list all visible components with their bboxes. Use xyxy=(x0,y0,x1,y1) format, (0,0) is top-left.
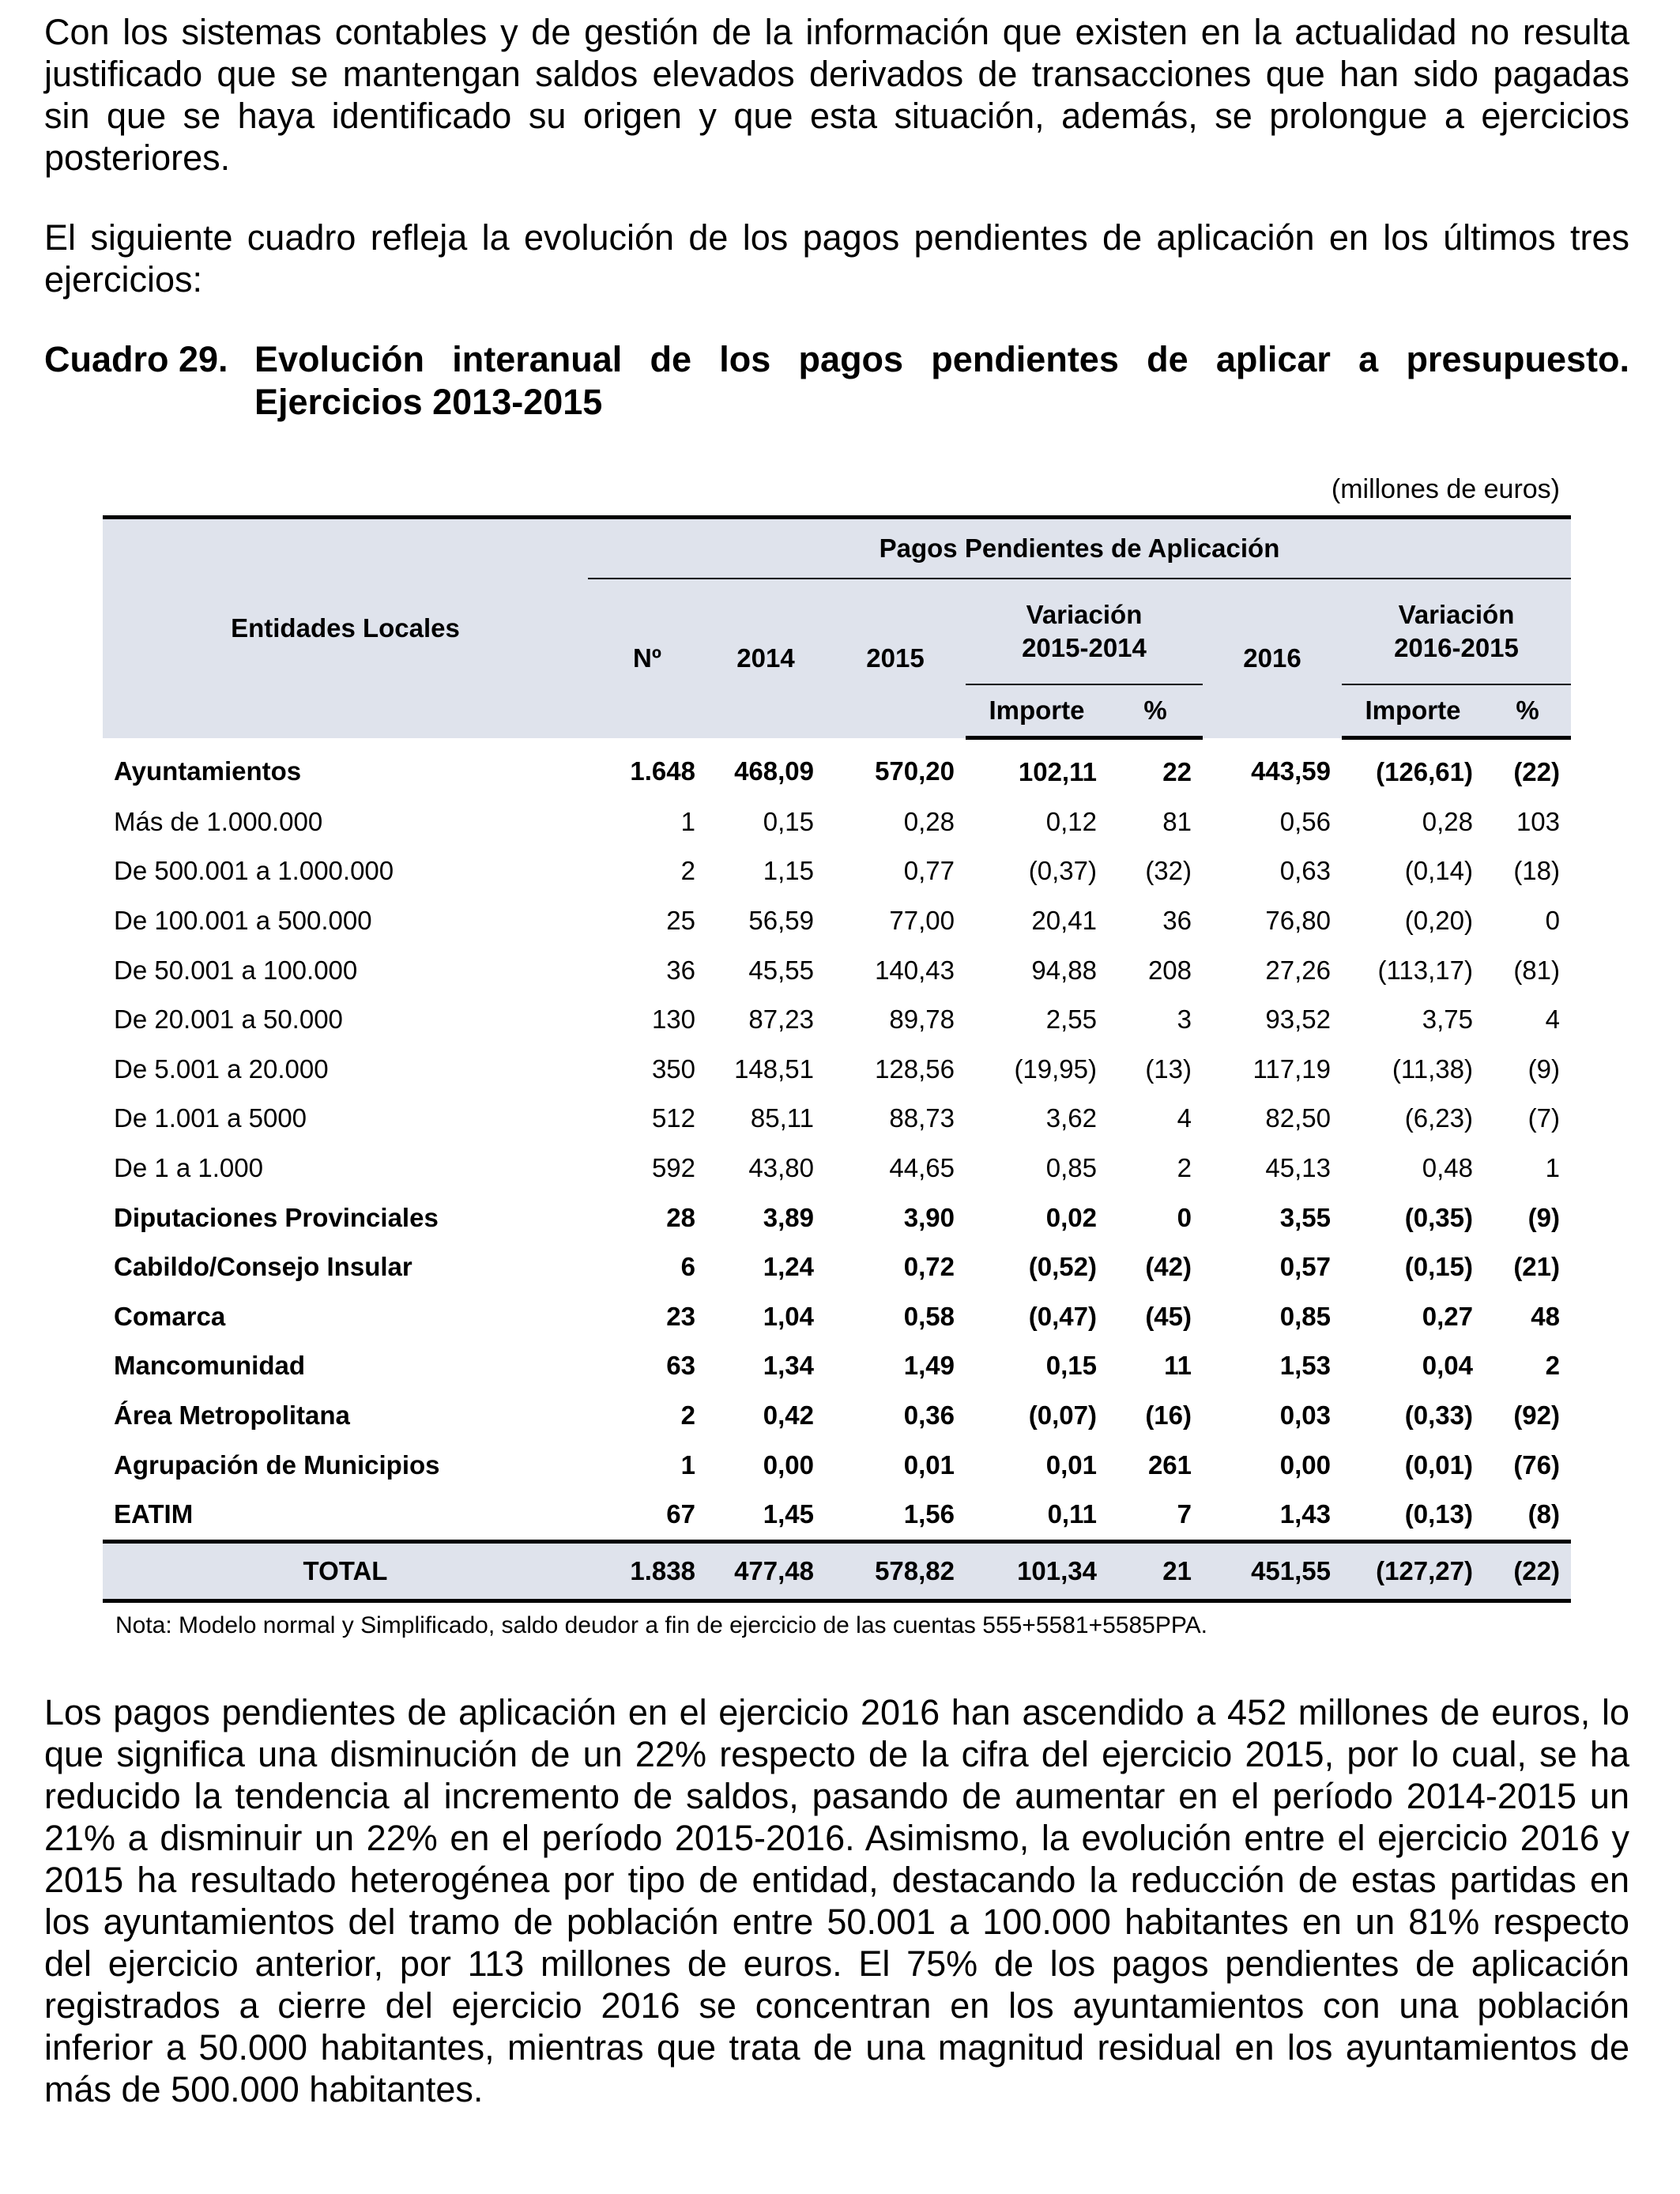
cell-var2-importe: (0,13) xyxy=(1404,1499,1473,1529)
caption-label: Cuadro 29. xyxy=(44,339,228,379)
cell-n: 130 xyxy=(651,1005,695,1035)
entity-name-cell: Comarca xyxy=(114,1301,226,1331)
cell-var2-importe: (126,61) xyxy=(1376,757,1473,787)
table-row xyxy=(103,1242,1571,1292)
entity-name-cell: Agrupación de Municipios xyxy=(114,1449,440,1480)
cell-n: 67 xyxy=(666,1499,695,1529)
cell-var1-importe: 3,62 xyxy=(1045,1103,1097,1133)
cell-2016: 45,13 xyxy=(1265,1153,1331,1183)
importe-header-1: Importe xyxy=(966,684,1108,738)
cell-2015: 0,01 xyxy=(903,1449,955,1480)
cell-2016: 93,52 xyxy=(1265,1005,1331,1035)
entity-name-cell: De 20.001 a 50.000 xyxy=(114,1005,343,1035)
cell-n: 512 xyxy=(651,1103,695,1133)
entity-header: Entidades Locales xyxy=(103,518,588,738)
cell-var2-importe: (0,33) xyxy=(1404,1400,1473,1431)
table-body xyxy=(103,738,1571,1601)
table-row xyxy=(103,1440,1571,1490)
col-n-header: Nº xyxy=(588,579,706,738)
cell-2014: 87,23 xyxy=(748,1005,814,1035)
cell-var2-pct: 103 xyxy=(1516,806,1560,836)
cell-2014: 85,11 xyxy=(750,1103,814,1133)
cell-var2-importe: (127,27) xyxy=(1342,1541,1484,1600)
table-intro-paragraph: El siguiente cuadro refleja la evolución de los pagos pendientes de aplicación en los últimos tres ejercicios: xyxy=(44,217,1629,300)
cell-var1-pct: (45) xyxy=(1145,1301,1192,1331)
cell-var1-pct: 21 xyxy=(1108,1541,1203,1600)
cell-var1-pct: 36 xyxy=(1162,906,1192,936)
cell-n: 1 xyxy=(680,1449,695,1480)
pct-header-2: % xyxy=(1484,684,1571,738)
cell-var2-pct: 4 xyxy=(1545,1005,1560,1035)
cell-2014: 3,89 xyxy=(763,1202,814,1232)
entity-name-cell: De 500.001 a 1.000.000 xyxy=(114,856,394,886)
cell-2014: 0,15 xyxy=(763,806,814,836)
cell-2015: 89,78 xyxy=(889,1005,955,1035)
cell-2015: 128,56 xyxy=(875,1054,955,1084)
cell-var2-pct: 0 xyxy=(1545,906,1560,936)
cell-var1-importe: 2,55 xyxy=(1045,1005,1097,1035)
entity-name-cell: Mancomunidad xyxy=(114,1351,306,1381)
cell-var2-importe: (11,38) xyxy=(1392,1054,1473,1084)
caption-title-line2: Ejercicios 2013-2015 xyxy=(254,382,603,422)
cell-2014: 0,00 xyxy=(763,1449,814,1480)
cell-var1-pct: 22 xyxy=(1162,757,1192,787)
group-header: Pagos Pendientes de Aplicación xyxy=(588,518,1571,579)
col-2015-header: 2015 xyxy=(825,579,966,738)
table-row xyxy=(103,896,1571,946)
table-row xyxy=(103,846,1571,896)
cell-var2-importe: 0,28 xyxy=(1422,806,1473,836)
cell-var2-pct: 2 xyxy=(1545,1351,1560,1381)
entity-name-cell: Cabildo/Consejo Insular xyxy=(114,1252,412,1282)
entity-name-cell: De 5.001 a 20.000 xyxy=(114,1054,329,1084)
cell-var2-importe: 0,04 xyxy=(1422,1351,1473,1381)
cell-var1-pct: 11 xyxy=(1164,1351,1192,1381)
cell-n: 1.648 xyxy=(630,756,695,786)
cell-2015: 570,20 xyxy=(875,756,955,786)
cell-n: 350 xyxy=(651,1054,695,1084)
cell-var1-pct: 3 xyxy=(1177,1005,1192,1035)
pct-header-1: % xyxy=(1108,684,1203,738)
cell-var1-pct: 4 xyxy=(1177,1103,1192,1133)
cell-2014: 0,42 xyxy=(763,1400,814,1431)
cell-var2-pct: 48 xyxy=(1531,1301,1560,1331)
cell-2015: 1,56 xyxy=(903,1499,955,1529)
cell-2016: 27,26 xyxy=(1265,955,1331,985)
cell-var1-importe: 102,11 xyxy=(1018,757,1097,787)
table-note: Nota: Modelo normal y Simplificado, saldo deudor a fin de ejercicio de las cuentas 555+5581+5585PPA. xyxy=(115,1612,1207,1638)
cell-var1-pct: 0 xyxy=(1177,1202,1192,1232)
cell-var1-pct: 81 xyxy=(1162,806,1192,836)
entity-name-cell: Más de 1.000.000 xyxy=(114,806,323,836)
cell-n: 36 xyxy=(666,955,695,985)
cell-var2-pct: (81) xyxy=(1513,955,1560,985)
cell-var1-importe: 20,41 xyxy=(1031,906,1097,936)
cell-2016: 0,57 xyxy=(1279,1252,1331,1282)
table-row xyxy=(103,1341,1571,1391)
cell-var2-importe: (0,01) xyxy=(1404,1449,1473,1480)
table-row xyxy=(103,995,1571,1045)
cell-2015: 0,36 xyxy=(903,1400,955,1431)
cell-var2-importe: (0,20) xyxy=(1404,906,1473,936)
cell-var2-pct: 1 xyxy=(1545,1153,1560,1183)
cell-var1-pct: (16) xyxy=(1145,1400,1192,1431)
cell-2016: 0,00 xyxy=(1279,1449,1331,1480)
cell-var2-pct: (21) xyxy=(1513,1252,1560,1282)
cell-var1-importe: 0,02 xyxy=(1045,1202,1097,1232)
table-row xyxy=(103,1391,1571,1441)
cell-var2-pct: (7) xyxy=(1527,1103,1560,1133)
cell-2016: 0,63 xyxy=(1279,856,1331,886)
cell-var1-pct: 2 xyxy=(1177,1153,1192,1183)
cell-var2-importe: (0,35) xyxy=(1404,1202,1473,1232)
cell-var2-pct: (76) xyxy=(1513,1449,1560,1480)
cell-2016: 451,55 xyxy=(1203,1541,1342,1600)
cell-n: 592 xyxy=(651,1153,695,1183)
cell-var2-importe: 0,48 xyxy=(1422,1153,1473,1183)
variation-2015-2014-header: Variación 2015-2014 xyxy=(966,579,1203,684)
cell-var1-importe: 0,12 xyxy=(1045,806,1097,836)
cell-2015: 88,73 xyxy=(889,1103,955,1133)
cell-2015: 0,72 xyxy=(903,1252,955,1282)
cell-2014: 1,24 xyxy=(763,1252,814,1282)
cell-var1-importe: 94,88 xyxy=(1031,955,1097,985)
units-label: (millones de euros) xyxy=(1331,474,1560,504)
intro-paragraph: Con los sistemas contables y de gestión de la información que existen en la actualidad no resulta justificado que se mantengan saldos elevados derivados de transacciones que han sido pagadas sin que se haya identificado su origen y que esta situación, además, se prolongue a ejercicios posteriores. xyxy=(44,12,1629,178)
cell-n: 25 xyxy=(666,906,695,936)
cell-var1-pct: (32) xyxy=(1145,856,1192,886)
col-2014-header: 2014 xyxy=(706,579,825,738)
analysis-paragraph: Los pagos pendientes de aplicación en el ejercicio 2016 han ascendido a 452 millones de euros, lo que significa una disminución de un 22% respecto de la cifra del ejercicio 2015, por lo cual, se ha reducido la tendencia al incremento de saldos, pasando de aumentar en el período 2014-2015 un 21% a disminuir un 22% en el período 2015-2016. Asimismo, la evolución entre el ejercicio 2016 y 2015 ha resultado heterogénea por tipo de entidad, destacando la reducción de estas partidas en los ayuntamientos del tramo de población entre 50.001 a 100.000 habitantes en un 81% respecto del ejercicio anterior, por 113 millones de euros. El 75% de los pagos pendientes de aplicación registrados a cierre del ejercicio 2016 se concentran en los ayuntamientos con una población inferior a 50.000 habitantes, mientras que trata de una magnitud residual en los ayuntamientos de más de 500.000 habitantes. xyxy=(44,1692,1629,2109)
cell-n: 1 xyxy=(680,806,695,836)
cell-2014: 477,48 xyxy=(706,1541,825,1600)
cell-var2-pct: (8) xyxy=(1527,1499,1560,1529)
cell-var1-importe: 101,34 xyxy=(966,1541,1108,1600)
cell-n: 28 xyxy=(666,1202,695,1232)
cell-var2-importe: (113,17) xyxy=(1377,955,1473,985)
cell-var2-importe: 3,75 xyxy=(1422,1005,1473,1035)
cell-2014: 56,59 xyxy=(748,906,814,936)
cell-var2-pct: (9) xyxy=(1527,1202,1560,1232)
table-row xyxy=(103,1490,1571,1541)
cell-2015: 578,82 xyxy=(825,1541,966,1600)
cell-2016: 117,19 xyxy=(1252,1054,1331,1084)
cell-2015: 0,77 xyxy=(903,856,955,886)
table-row xyxy=(103,1193,1571,1242)
cell-2014: 1,04 xyxy=(763,1301,814,1331)
cell-var1-importe: (0,47) xyxy=(1028,1301,1097,1331)
cell-2015: 0,58 xyxy=(903,1301,955,1331)
entity-name-cell: Área Metropolitana xyxy=(114,1400,350,1431)
table-row xyxy=(103,1292,1571,1342)
cell-2014: 1,45 xyxy=(763,1499,814,1529)
cell-var1-importe: (19,95) xyxy=(1014,1054,1097,1084)
cell-2016: 82,50 xyxy=(1265,1103,1331,1133)
col-2016-header: 2016 xyxy=(1203,579,1342,738)
cell-var1-importe: 0,01 xyxy=(1045,1449,1097,1480)
cell-var1-pct: 208 xyxy=(1147,955,1192,985)
cell-var2-pct: (9) xyxy=(1527,1054,1560,1084)
cell-n: 2 xyxy=(680,1400,695,1431)
cell-var1-importe: (0,37) xyxy=(1028,856,1097,886)
table-row xyxy=(103,1144,1571,1193)
entity-name-cell: TOTAL xyxy=(103,1541,588,1600)
cell-n: 6 xyxy=(680,1252,695,1282)
cell-2014: 468,09 xyxy=(734,756,814,786)
entity-name-cell: Ayuntamientos xyxy=(114,756,302,786)
cell-2015: 1,49 xyxy=(903,1351,955,1381)
cell-var2-pct: (22) xyxy=(1484,1541,1571,1600)
cell-n: 23 xyxy=(666,1301,695,1331)
cell-2016: 3,55 xyxy=(1279,1202,1331,1232)
importe-header-2: Importe xyxy=(1342,684,1484,738)
cell-2016: 443,59 xyxy=(1251,756,1331,786)
cell-var1-pct: (42) xyxy=(1145,1252,1192,1282)
cell-var2-importe: 0,27 xyxy=(1422,1301,1473,1331)
table-row xyxy=(103,738,1571,797)
cell-2016: 76,80 xyxy=(1265,906,1331,936)
table-row xyxy=(103,1045,1571,1095)
cell-var2-pct: (92) xyxy=(1513,1400,1560,1431)
cell-2014: 43,80 xyxy=(748,1153,814,1183)
entity-name-cell: De 1.001 a 5000 xyxy=(114,1103,307,1133)
cell-var1-pct: (13) xyxy=(1145,1054,1192,1084)
cell-2014: 148,51 xyxy=(734,1054,814,1084)
cell-2015: 0,28 xyxy=(903,806,955,836)
cell-var2-importe: (0,14) xyxy=(1404,856,1473,886)
table-row xyxy=(103,797,1571,847)
cell-2016: 0,56 xyxy=(1279,806,1331,836)
cell-n: 2 xyxy=(680,856,695,886)
cell-var1-pct: 7 xyxy=(1177,1499,1192,1529)
table-row xyxy=(103,945,1571,995)
entity-name-cell: EATIM xyxy=(114,1499,194,1529)
cell-var2-pct: (22) xyxy=(1513,757,1560,787)
cell-2016: 1,53 xyxy=(1279,1351,1331,1381)
cell-2015: 77,00 xyxy=(889,906,955,936)
cell-var2-importe: (6,23) xyxy=(1404,1103,1473,1133)
cell-var1-importe: (0,52) xyxy=(1028,1252,1097,1282)
cell-2015: 44,65 xyxy=(889,1153,955,1183)
cell-var2-importe: (0,15) xyxy=(1404,1252,1473,1282)
entity-name-cell: De 1 a 1.000 xyxy=(114,1153,263,1183)
cell-2015: 3,90 xyxy=(903,1202,955,1232)
cell-2016: 0,85 xyxy=(1279,1301,1331,1331)
cell-var2-pct: (18) xyxy=(1513,856,1560,886)
cell-n: 1.838 xyxy=(588,1541,706,1600)
cell-2016: 0,03 xyxy=(1279,1400,1331,1431)
cell-2015: 140,43 xyxy=(875,955,955,985)
cell-2014: 45,55 xyxy=(748,955,814,985)
cell-var1-importe: 0,85 xyxy=(1045,1153,1097,1183)
cell-var1-pct: 261 xyxy=(1147,1449,1192,1480)
variation-2016-2015-header: Variación 2016-2015 xyxy=(1342,579,1571,684)
caption-title-line1: Evolución interanual de los pagos pendientes de aplicar a presupuesto. xyxy=(254,339,1629,379)
payments-table xyxy=(103,515,1571,1603)
cell-var1-importe: 0,15 xyxy=(1045,1351,1097,1381)
table-row xyxy=(103,1094,1571,1144)
entity-name-cell: De 100.001 a 500.000 xyxy=(114,906,372,936)
cell-var1-importe: 0,11 xyxy=(1047,1499,1097,1529)
cell-2016: 1,43 xyxy=(1279,1499,1331,1529)
cell-2014: 1,34 xyxy=(763,1351,814,1381)
cell-var1-importe: (0,07) xyxy=(1028,1400,1097,1431)
cell-n: 63 xyxy=(666,1351,695,1381)
entity-name-cell: Diputaciones Provinciales xyxy=(114,1202,439,1232)
cell-2014: 1,15 xyxy=(763,856,814,886)
total-row xyxy=(103,1541,1571,1600)
entity-name-cell: De 50.001 a 100.000 xyxy=(114,955,358,985)
